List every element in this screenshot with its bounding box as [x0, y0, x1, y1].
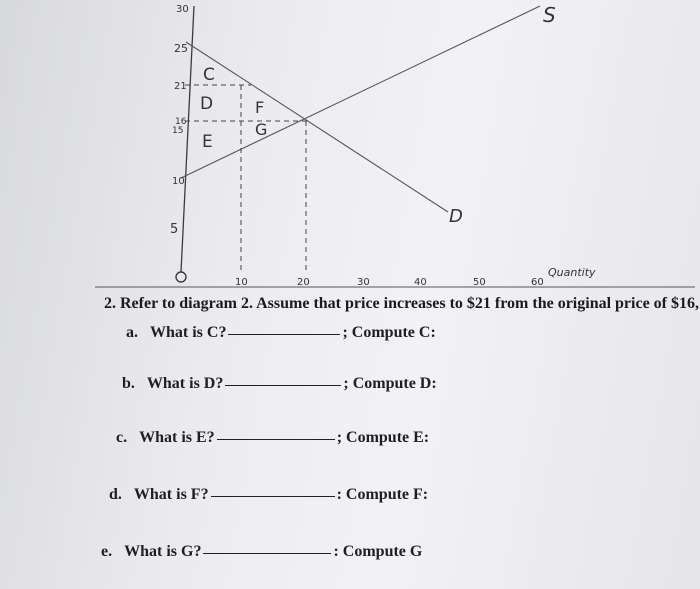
- question-letter: d.: [109, 486, 122, 503]
- demand-label: D: [449, 206, 463, 227]
- y-tick-label: 16: [175, 117, 187, 127]
- question-text: What is D?: [146, 375, 224, 392]
- compute-label: : Compute F:: [336, 486, 429, 503]
- y-tick-label: 15: [172, 126, 184, 136]
- x-tick-label: 50: [473, 277, 486, 288]
- question-text: What is G?: [124, 543, 202, 560]
- question-letter: a.: [126, 324, 138, 341]
- x-tick-label: 60: [531, 277, 544, 288]
- answer-blank[interactable]: [217, 438, 335, 440]
- question-letter: e.: [101, 543, 113, 560]
- question-d: [109, 486, 428, 504]
- area-d-label: D: [200, 94, 214, 114]
- y-tick-label: 30: [176, 4, 189, 15]
- answer-blank[interactable]: [228, 333, 340, 335]
- y-tick-label: 21: [174, 81, 187, 92]
- answer-blank[interactable]: [211, 495, 335, 497]
- question-b: [122, 375, 437, 393]
- x-tick-label: 40: [414, 277, 427, 288]
- y-tick-label: 25: [174, 42, 188, 55]
- compute-label: ; Compute E:: [336, 429, 430, 446]
- area-c-label: C: [203, 65, 215, 85]
- x-axis-label: Quantity: [548, 266, 596, 279]
- y-tick-label: 10: [172, 176, 185, 187]
- supply-demand-diagram: [0, 0, 700, 292]
- supply-label: S: [543, 3, 556, 27]
- x-tick-label: 20: [297, 277, 310, 288]
- area-g-label: G: [255, 120, 268, 139]
- question-prompt: 2. Refer to diagram 2. Assume that price increases to $21 from the original price of $16,: [104, 295, 700, 312]
- compute-label: : Compute G: [333, 543, 423, 560]
- origin-mark: [176, 272, 186, 282]
- question-text: What is E?: [139, 429, 215, 446]
- question-letter: c.: [116, 429, 128, 446]
- x-tick-label: 10: [235, 277, 248, 288]
- area-f-label: F: [255, 98, 265, 117]
- area-e-label: E: [202, 132, 213, 152]
- compute-label: ; Compute C:: [342, 324, 436, 341]
- question-letter: b.: [122, 375, 135, 392]
- y-tick-label: 5: [170, 222, 179, 237]
- question-c: [116, 429, 429, 447]
- question-e: [101, 543, 422, 561]
- x-tick-label: 30: [357, 277, 370, 288]
- question-text: What is F?: [133, 486, 209, 503]
- demand-curve: [186, 42, 448, 212]
- compute-label: ; Compute D:: [343, 375, 437, 392]
- question-a: [126, 324, 436, 342]
- answer-blank[interactable]: [203, 552, 331, 554]
- answer-blank[interactable]: [225, 384, 341, 386]
- question-text: What is C?: [150, 324, 227, 341]
- supply-curve: [181, 6, 540, 178]
